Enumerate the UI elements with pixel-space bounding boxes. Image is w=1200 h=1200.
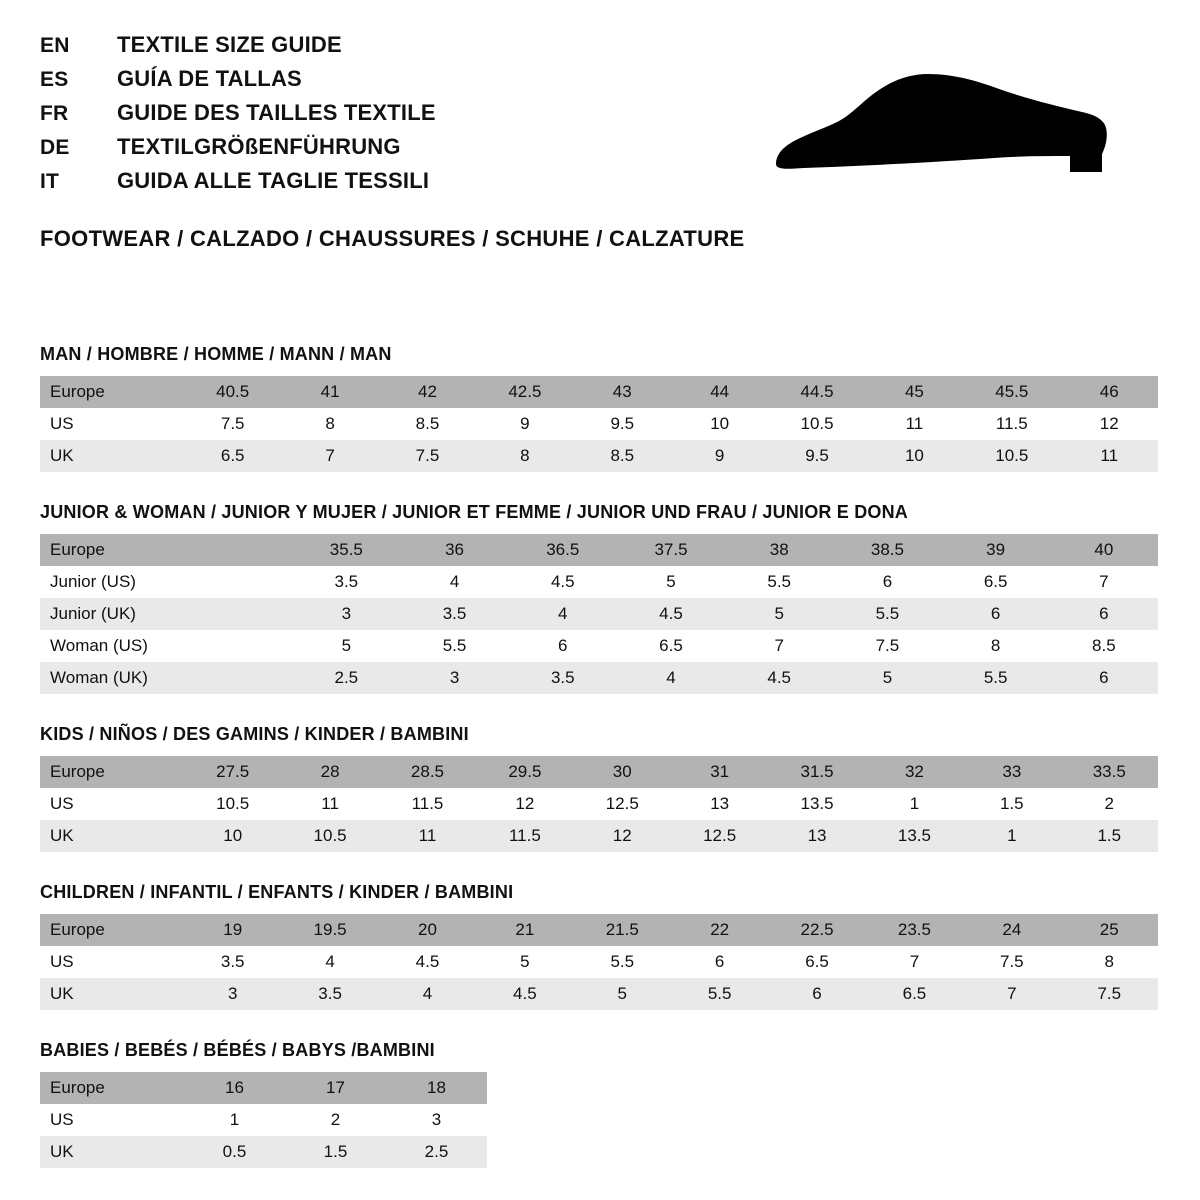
table-row <box>40 630 1158 662</box>
cell: 3.5 <box>509 662 617 694</box>
cell: 6 <box>768 978 865 1010</box>
cell: 7 <box>866 946 963 978</box>
table-row <box>40 788 1158 820</box>
cell: 10.5 <box>281 820 378 852</box>
cell: 11 <box>379 820 476 852</box>
cell: 5.5 <box>833 598 941 630</box>
language-text-de: TEXTILGRÖßENFÜHRUNG <box>117 134 401 159</box>
row-label: Europe <box>40 756 184 788</box>
cell: 7.5 <box>1061 978 1158 1010</box>
cell: 28.5 <box>379 756 476 788</box>
cell: 1 <box>866 788 963 820</box>
language-row-es <box>40 68 436 90</box>
cell: 1 <box>184 1104 285 1136</box>
table-row <box>40 820 1158 852</box>
row-label: Woman (UK) <box>40 662 184 694</box>
cell: 4.5 <box>509 566 617 598</box>
cell: 38 <box>725 534 833 566</box>
cell: 7.5 <box>184 408 281 440</box>
table-row <box>40 946 1158 978</box>
cell: 12 <box>476 788 573 820</box>
cell: 42 <box>379 376 476 408</box>
cell <box>184 534 292 566</box>
cell: 5.5 <box>574 946 671 978</box>
cell <box>184 662 292 694</box>
cell: 40.5 <box>184 376 281 408</box>
cell: 36 <box>400 534 508 566</box>
cell: 6 <box>1050 662 1158 694</box>
cell: 3 <box>292 598 400 630</box>
language-text-fr: GUIDE DES TAILLES TEXTILE <box>117 100 436 125</box>
cell: 10.5 <box>768 408 865 440</box>
cell: 12.5 <box>671 820 768 852</box>
language-row-fr <box>40 102 436 124</box>
cell: 4.5 <box>725 662 833 694</box>
row-label: Europe <box>40 914 184 946</box>
cell: 21.5 <box>574 914 671 946</box>
cell: 10 <box>866 440 963 472</box>
row-label: UK <box>40 978 184 1010</box>
language-code-it: IT <box>40 170 60 193</box>
language-text-es: GUÍA DE TALLAS <box>117 66 302 91</box>
cell: 11 <box>1061 440 1158 472</box>
cell: 1 <box>963 820 1060 852</box>
row-label: Europe <box>40 1072 184 1104</box>
dress-shoe-icon <box>770 68 1140 188</box>
language-code-de: DE <box>40 136 70 159</box>
row-label: Woman (US) <box>40 630 184 662</box>
cell: 25 <box>1061 914 1158 946</box>
cell: 8.5 <box>379 408 476 440</box>
cell: 5.5 <box>942 662 1050 694</box>
cell: 27.5 <box>184 756 281 788</box>
row-label: US <box>40 1104 184 1136</box>
cell: 6.5 <box>184 440 281 472</box>
cell: 2.5 <box>386 1136 487 1168</box>
row-label: Junior (US) <box>40 566 184 598</box>
cell <box>184 630 292 662</box>
cell: 17 <box>285 1072 386 1104</box>
section-title-man: MAN / HOMBRE / HOMME / MANN / MAN <box>40 344 392 364</box>
cell: 1.5 <box>285 1136 386 1168</box>
cell <box>184 598 292 630</box>
cell: 7.5 <box>963 946 1060 978</box>
section-title-babies: BABIES / BEBÉS / BÉBÉS / BABYS /BAMBINI <box>40 1040 435 1060</box>
row-label: Europe <box>40 376 184 408</box>
cell: 4.5 <box>617 598 725 630</box>
cell: 4 <box>281 946 378 978</box>
cell: 5.5 <box>400 630 508 662</box>
table-row <box>40 376 1158 408</box>
cell: 3 <box>386 1104 487 1136</box>
cell: 4 <box>400 566 508 598</box>
cell: 4.5 <box>379 946 476 978</box>
cell: 6 <box>671 946 768 978</box>
cell: 12 <box>1061 408 1158 440</box>
cell: 2 <box>285 1104 386 1136</box>
cell: 44 <box>671 376 768 408</box>
cell: 3 <box>184 978 281 1010</box>
page-title: FOOTWEAR / CALZADO / CHAUSSURES / SCHUHE / CALZATURE <box>40 226 745 251</box>
cell: 40 <box>1050 534 1158 566</box>
cell: 10 <box>671 408 768 440</box>
cell: 44.5 <box>768 376 865 408</box>
row-label: Junior (UK) <box>40 598 184 630</box>
cell: 9 <box>671 440 768 472</box>
language-row-en <box>40 34 436 56</box>
row-label: US <box>40 408 184 440</box>
table-row <box>40 1072 487 1104</box>
cell: 7.5 <box>833 630 941 662</box>
cell: 5 <box>725 598 833 630</box>
cell: 5.5 <box>671 978 768 1010</box>
cell: 7.5 <box>379 440 476 472</box>
section-kids <box>40 724 1160 852</box>
cell: 11.5 <box>963 408 1060 440</box>
cell: 1.5 <box>1061 820 1158 852</box>
language-code-en: EN <box>40 34 70 57</box>
table-row <box>40 440 1158 472</box>
cell: 36.5 <box>509 534 617 566</box>
cell: 31.5 <box>768 756 865 788</box>
row-label: UK <box>40 820 184 852</box>
cell: 3.5 <box>281 978 378 1010</box>
cell: 39 <box>942 534 1050 566</box>
language-code-es: ES <box>40 68 69 91</box>
language-row-de <box>40 136 436 158</box>
section-children <box>40 882 1160 1010</box>
cell: 46 <box>1061 376 1158 408</box>
cell: 4 <box>617 662 725 694</box>
cell: 13 <box>768 820 865 852</box>
cell: 32 <box>866 756 963 788</box>
cell: 6.5 <box>942 566 1050 598</box>
table-row <box>40 662 1158 694</box>
row-label: US <box>40 788 184 820</box>
cell: 7 <box>725 630 833 662</box>
row-label: US <box>40 946 184 978</box>
table-row <box>40 978 1158 1010</box>
cell: 35.5 <box>292 534 400 566</box>
cell: 0.5 <box>184 1136 285 1168</box>
cell: 6.5 <box>768 946 865 978</box>
cell: 19.5 <box>281 914 378 946</box>
cell: 20 <box>379 914 476 946</box>
cell: 7 <box>281 440 378 472</box>
cell: 37.5 <box>617 534 725 566</box>
cell: 10.5 <box>963 440 1060 472</box>
cell: 45.5 <box>963 376 1060 408</box>
table-babies <box>40 1072 487 1168</box>
table-row <box>40 914 1158 946</box>
cell: 2.5 <box>292 662 400 694</box>
table-row <box>40 1104 487 1136</box>
cell: 13 <box>671 788 768 820</box>
cell: 7 <box>963 978 1060 1010</box>
page-header <box>40 34 1160 204</box>
cell: 5 <box>292 630 400 662</box>
cell: 3 <box>400 662 508 694</box>
cell: 38.5 <box>833 534 941 566</box>
section-title-junior-woman: JUNIOR & WOMAN / JUNIOR Y MUJER / JUNIOR ET FEMME / JUNIOR UND FRAU / JUNIOR E DONA <box>40 502 909 522</box>
cell: 2 <box>1061 788 1158 820</box>
table-row <box>40 408 1158 440</box>
cell <box>184 566 292 598</box>
table-row <box>40 1136 487 1168</box>
cell: 3.5 <box>400 598 508 630</box>
cell: 24 <box>963 914 1060 946</box>
table-children <box>40 914 1158 1010</box>
cell: 6 <box>833 566 941 598</box>
cell: 9.5 <box>768 440 865 472</box>
cell: 11 <box>866 408 963 440</box>
cell: 5.5 <box>725 566 833 598</box>
cell: 5 <box>617 566 725 598</box>
cell: 8 <box>281 408 378 440</box>
cell: 4 <box>509 598 617 630</box>
cell: 8 <box>942 630 1050 662</box>
cell: 18 <box>386 1072 487 1104</box>
cell: 11 <box>281 788 378 820</box>
cell: 5 <box>574 978 671 1010</box>
cell: 11.5 <box>379 788 476 820</box>
cell: 8 <box>1061 946 1158 978</box>
cell: 33.5 <box>1061 756 1158 788</box>
cell: 21 <box>476 914 573 946</box>
cell: 8.5 <box>1050 630 1158 662</box>
cell: 8.5 <box>574 440 671 472</box>
cell: 6.5 <box>866 978 963 1010</box>
section-title-kids: KIDS / NIÑOS / DES GAMINS / KINDER / BAMBINI <box>40 724 469 744</box>
section-title-children: CHILDREN / INFANTIL / ENFANTS / KINDER / BAMBINI <box>40 882 514 902</box>
table-junior-woman <box>40 534 1158 694</box>
row-label: UK <box>40 1136 184 1168</box>
cell: 11.5 <box>476 820 573 852</box>
table-row <box>40 534 1158 566</box>
language-title-list <box>40 34 436 204</box>
cell: 33 <box>963 756 1060 788</box>
cell: 16 <box>184 1072 285 1104</box>
cell: 3.5 <box>184 946 281 978</box>
cell: 4 <box>379 978 476 1010</box>
section-man <box>40 344 1160 472</box>
cell: 28 <box>281 756 378 788</box>
cell: 9 <box>476 408 573 440</box>
table-row <box>40 756 1158 788</box>
row-label: UK <box>40 440 184 472</box>
cell: 3.5 <box>292 566 400 598</box>
language-text-en: TEXTILE SIZE GUIDE <box>117 32 342 57</box>
section-junior-woman <box>40 502 1160 694</box>
table-row <box>40 598 1158 630</box>
cell: 22 <box>671 914 768 946</box>
cell: 6 <box>509 630 617 662</box>
cell: 13.5 <box>768 788 865 820</box>
cell: 6 <box>1050 598 1158 630</box>
language-code-fr: FR <box>40 102 69 125</box>
cell: 31 <box>671 756 768 788</box>
cell: 30 <box>574 756 671 788</box>
cell: 43 <box>574 376 671 408</box>
cell: 10.5 <box>184 788 281 820</box>
cell: 22.5 <box>768 914 865 946</box>
cell: 12 <box>574 820 671 852</box>
cell: 8 <box>476 440 573 472</box>
cell: 7 <box>1050 566 1158 598</box>
cell: 9.5 <box>574 408 671 440</box>
cell: 1.5 <box>963 788 1060 820</box>
cell: 13.5 <box>866 820 963 852</box>
language-row-it <box>40 170 436 192</box>
cell: 23.5 <box>866 914 963 946</box>
cell: 45 <box>866 376 963 408</box>
cell: 5 <box>833 662 941 694</box>
cell: 10 <box>184 820 281 852</box>
cell: 12.5 <box>574 788 671 820</box>
cell: 42.5 <box>476 376 573 408</box>
cell: 29.5 <box>476 756 573 788</box>
cell: 6.5 <box>617 630 725 662</box>
cell: 5 <box>476 946 573 978</box>
cell: 41 <box>281 376 378 408</box>
cell: 19 <box>184 914 281 946</box>
table-row <box>40 566 1158 598</box>
table-kids <box>40 756 1158 852</box>
table-man <box>40 376 1158 472</box>
language-text-it: GUIDA ALLE TAGLIE TESSILI <box>117 168 430 193</box>
section-babies <box>40 1040 1160 1168</box>
cell: 6 <box>942 598 1050 630</box>
cell: 4.5 <box>476 978 573 1010</box>
row-label: Europe <box>40 534 184 566</box>
